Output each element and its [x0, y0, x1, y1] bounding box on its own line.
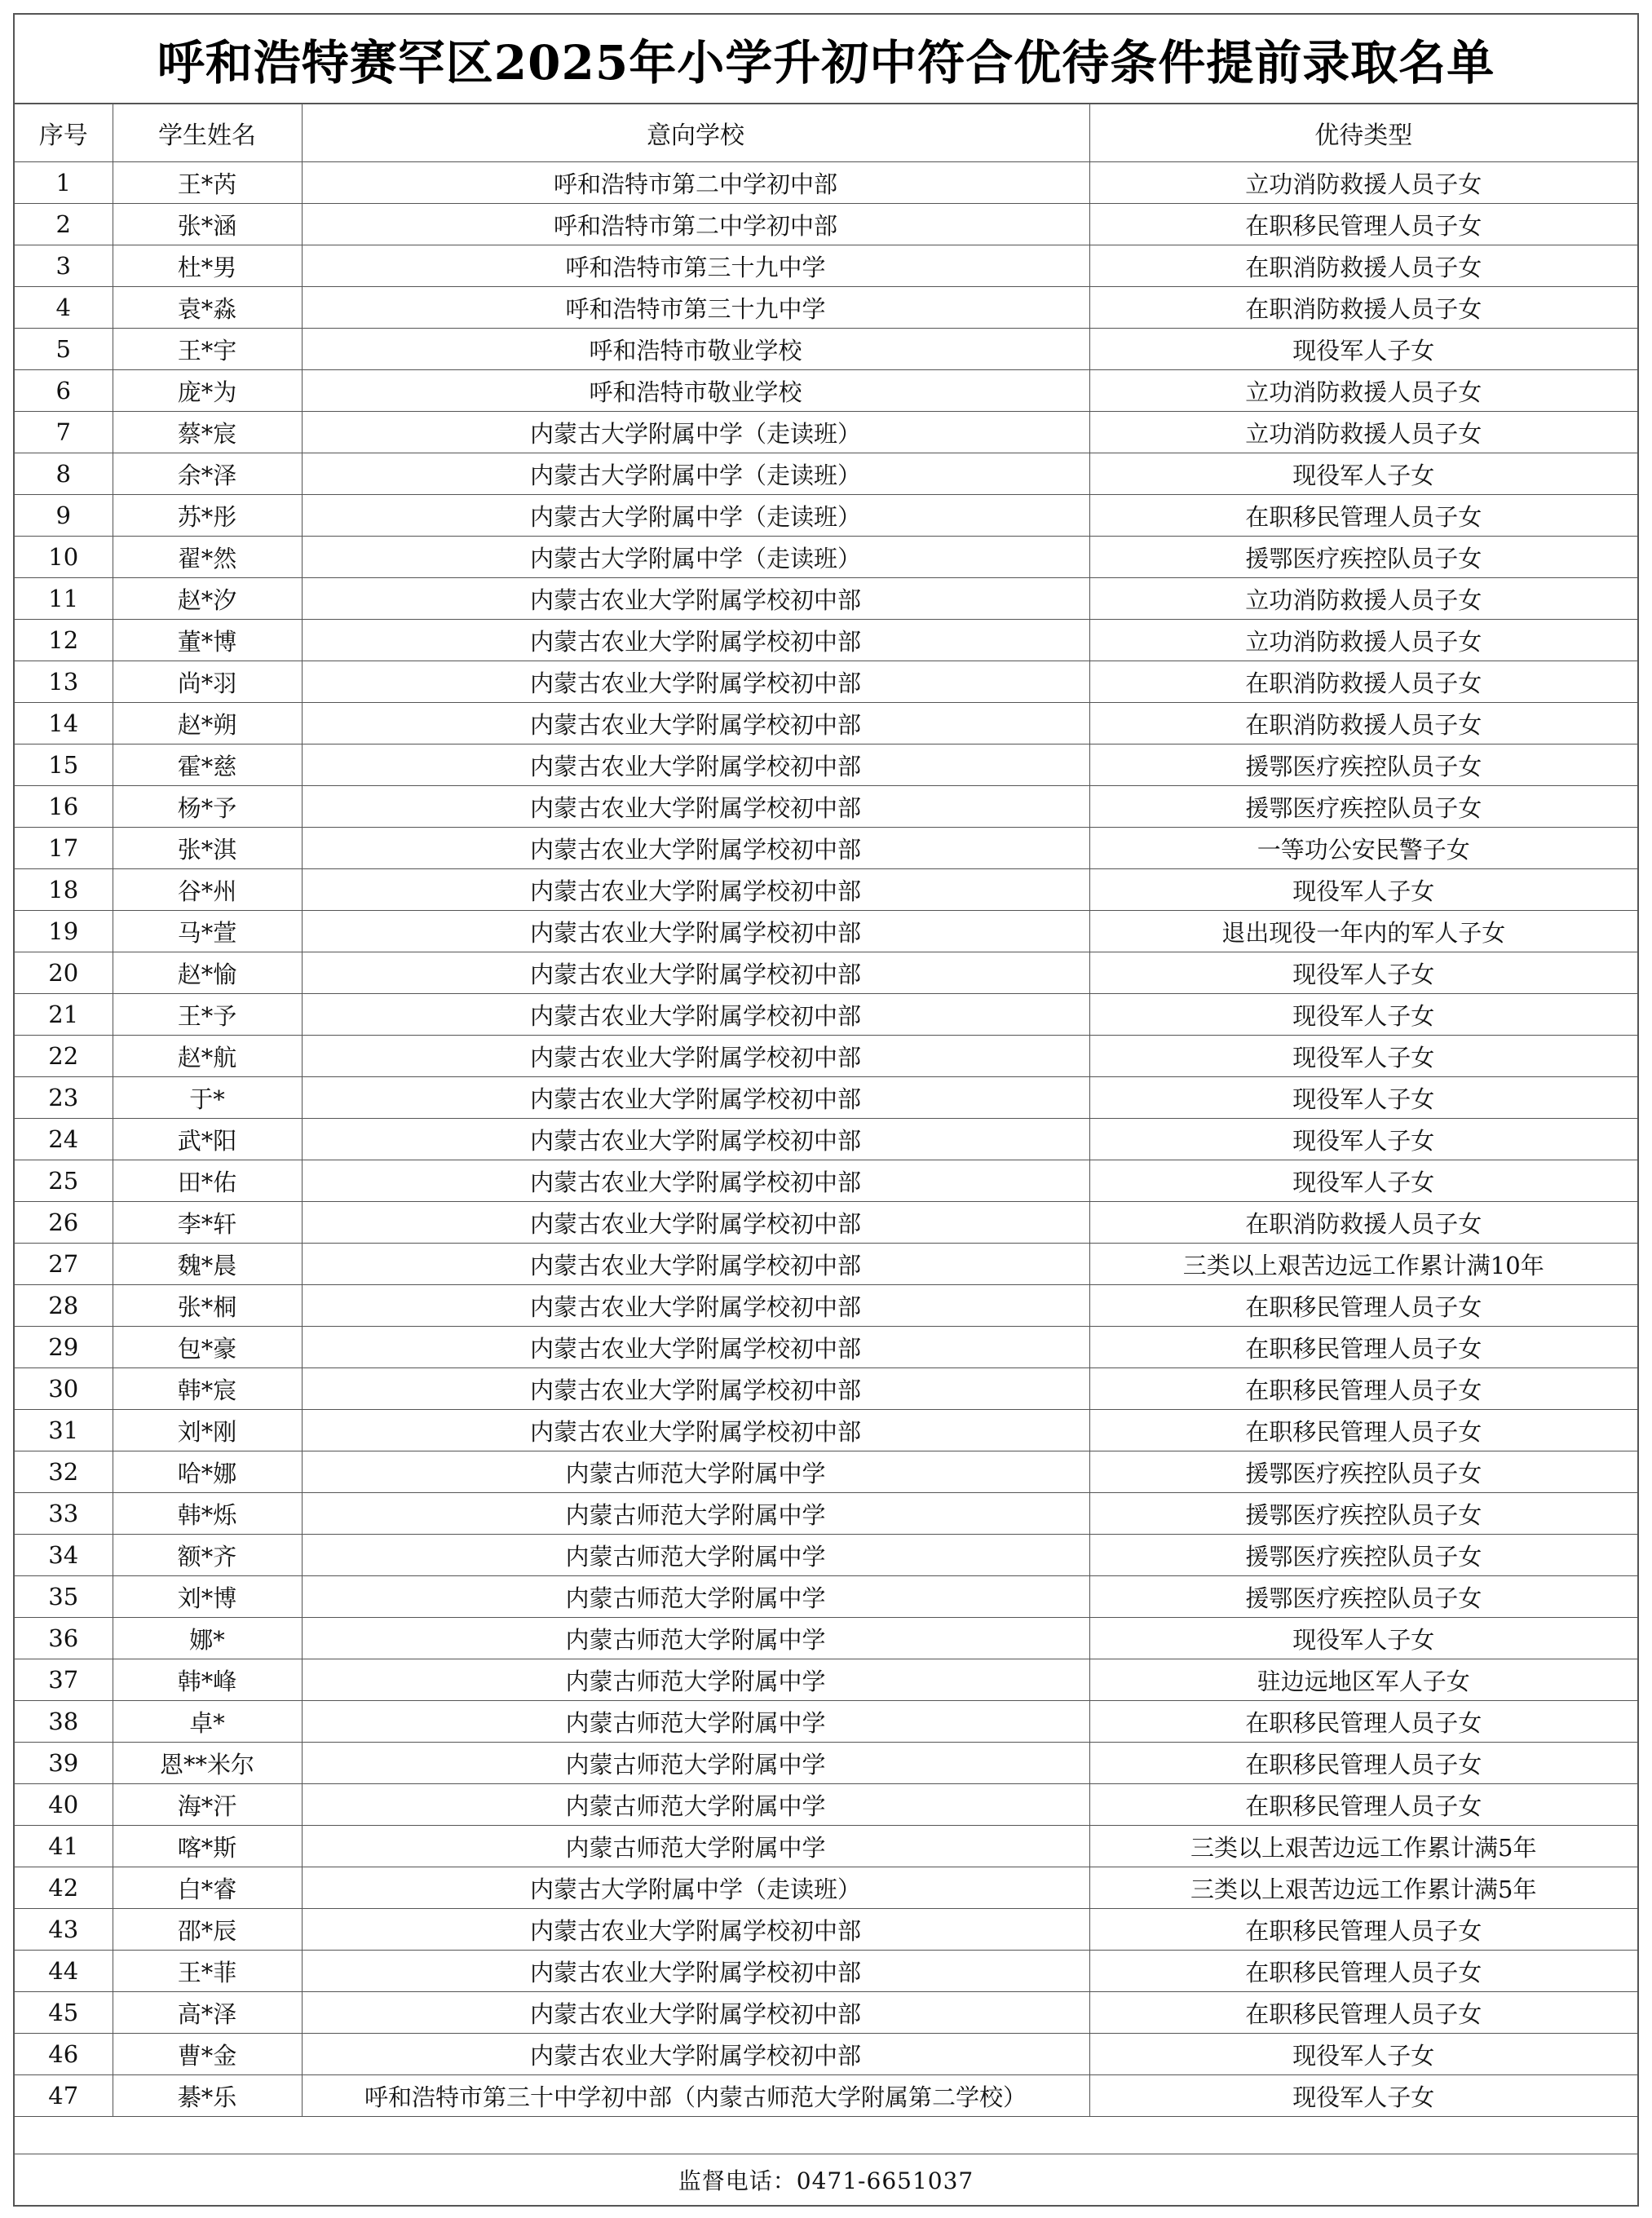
cell-preference-type: 现役军人子女	[1089, 994, 1637, 1036]
cell-intended-school: 呼和浩特市敬业学校	[302, 329, 1089, 370]
cell-preference-type: 援鄂医疗疾控队员子女	[1089, 1493, 1637, 1535]
cell-student-name: 张*淇	[113, 828, 302, 869]
table-row	[15, 453, 1637, 495]
table-row	[15, 537, 1637, 578]
cell-serial-number: 13	[15, 661, 113, 703]
cell-intended-school: 呼和浩特市第二中学初中部	[302, 204, 1089, 245]
cell-preference-type: 在职消防救援人员子女	[1089, 661, 1637, 703]
cell-preference-type: 三类以上艰苦边远工作累计满5年	[1089, 1826, 1637, 1867]
cell-student-name: 田*佑	[113, 1160, 302, 1202]
cell-intended-school: 内蒙古师范大学附属中学	[302, 1659, 1089, 1701]
cell-student-name: 张*涵	[113, 204, 302, 245]
cell-intended-school: 内蒙古师范大学附属中学	[302, 1826, 1089, 1867]
cell-student-name: 王*宇	[113, 329, 302, 370]
cell-intended-school: 内蒙古农业大学附属学校初中部	[302, 1992, 1089, 2034]
table-row	[15, 329, 1637, 370]
header-serial-number: 序号	[15, 104, 113, 162]
cell-student-name: 苏*彤	[113, 495, 302, 537]
cell-serial-number: 11	[15, 578, 113, 620]
cell-preference-type: 在职移民管理人员子女	[1089, 1327, 1637, 1368]
cell-preference-type: 现役军人子女	[1089, 1036, 1637, 1077]
cell-intended-school: 内蒙古师范大学附属中学	[302, 1451, 1089, 1493]
cell-serial-number: 37	[15, 1659, 113, 1701]
cell-serial-number: 22	[15, 1036, 113, 1077]
cell-student-name: 綦*乐	[113, 2075, 302, 2117]
cell-intended-school: 呼和浩特市第三十中学初中部（内蒙古师范大学附属第二学校）	[302, 2075, 1089, 2117]
table-row	[15, 2075, 1637, 2117]
cell-intended-school: 内蒙古大学附属中学（走读班）	[302, 537, 1089, 578]
table-row	[15, 661, 1637, 703]
table-body	[15, 162, 1637, 2117]
cell-intended-school: 内蒙古农业大学附属学校初中部	[302, 1951, 1089, 1992]
cell-intended-school: 内蒙古师范大学附属中学	[302, 1784, 1089, 1826]
cell-student-name: 哈*娜	[113, 1451, 302, 1493]
header-preference-type: 优待类型	[1089, 104, 1637, 162]
cell-preference-type: 现役军人子女	[1089, 1077, 1637, 1119]
cell-serial-number: 29	[15, 1327, 113, 1368]
table-row	[15, 1451, 1637, 1493]
table-row	[15, 869, 1637, 911]
cell-student-name: 李*轩	[113, 1202, 302, 1244]
table-row	[15, 620, 1637, 661]
cell-serial-number: 6	[15, 370, 113, 412]
cell-student-name: 翟*然	[113, 537, 302, 578]
table-row	[15, 287, 1637, 329]
cell-serial-number: 31	[15, 1410, 113, 1451]
cell-intended-school: 内蒙古农业大学附属学校初中部	[302, 952, 1089, 994]
cell-preference-type: 现役军人子女	[1089, 869, 1637, 911]
cell-intended-school: 内蒙古农业大学附属学校初中部	[302, 1909, 1089, 1951]
cell-preference-type: 现役军人子女	[1089, 453, 1637, 495]
cell-serial-number: 45	[15, 1992, 113, 2034]
cell-intended-school: 内蒙古农业大学附属学校初中部	[302, 1410, 1089, 1451]
table-row	[15, 1077, 1637, 1119]
cell-student-name: 马*萱	[113, 911, 302, 952]
cell-intended-school: 内蒙古师范大学附属中学	[302, 1618, 1089, 1659]
cell-student-name: 邵*辰	[113, 1909, 302, 1951]
cell-preference-type: 立功消防救援人员子女	[1089, 578, 1637, 620]
table-row	[15, 952, 1637, 994]
table-row	[15, 1867, 1637, 1909]
cell-intended-school: 内蒙古农业大学附属学校初中部	[302, 1119, 1089, 1160]
cell-serial-number: 21	[15, 994, 113, 1036]
cell-preference-type: 驻边远地区军人子女	[1089, 1659, 1637, 1701]
table-row	[15, 994, 1637, 1036]
cell-student-name: 王*芮	[113, 162, 302, 204]
cell-serial-number: 1	[15, 162, 113, 204]
table-row	[15, 1119, 1637, 1160]
cell-student-name: 卓*	[113, 1701, 302, 1743]
cell-student-name: 娜*	[113, 1618, 302, 1659]
table-row	[15, 1535, 1637, 1576]
cell-serial-number: 38	[15, 1701, 113, 1743]
cell-preference-type: 在职移民管理人员子女	[1089, 1368, 1637, 1410]
table-row	[15, 578, 1637, 620]
cell-preference-type: 三类以上艰苦边远工作累计满5年	[1089, 1867, 1637, 1909]
cell-student-name: 额*齐	[113, 1535, 302, 1576]
cell-student-name: 包*豪	[113, 1327, 302, 1368]
cell-preference-type: 援鄂医疗疾控队员子女	[1089, 537, 1637, 578]
table-row	[15, 370, 1637, 412]
cell-serial-number: 19	[15, 911, 113, 952]
cell-intended-school: 内蒙古大学附属中学（走读班）	[302, 1867, 1089, 1909]
cell-preference-type: 在职移民管理人员子女	[1089, 1285, 1637, 1327]
cell-intended-school: 内蒙古农业大学附属学校初中部	[302, 578, 1089, 620]
cell-serial-number: 47	[15, 2075, 113, 2117]
cell-serial-number: 44	[15, 1951, 113, 1992]
document-sheet	[13, 13, 1639, 2207]
cell-serial-number: 40	[15, 1784, 113, 1826]
cell-intended-school: 内蒙古农业大学附属学校初中部	[302, 869, 1089, 911]
cell-student-name: 赵*汐	[113, 578, 302, 620]
cell-student-name: 海*汗	[113, 1784, 302, 1826]
cell-serial-number: 25	[15, 1160, 113, 1202]
table-row	[15, 1576, 1637, 1618]
cell-intended-school: 呼和浩特市敬业学校	[302, 370, 1089, 412]
table-row	[15, 1701, 1637, 1743]
cell-intended-school: 内蒙古农业大学附属学校初中部	[302, 1036, 1089, 1077]
admission-table	[15, 103, 1637, 2117]
cell-intended-school: 内蒙古农业大学附属学校初中部	[302, 1368, 1089, 1410]
cell-serial-number: 24	[15, 1119, 113, 1160]
cell-intended-school: 内蒙古农业大学附属学校初中部	[302, 1202, 1089, 1244]
cell-intended-school: 内蒙古师范大学附属中学	[302, 1535, 1089, 1576]
table-row	[15, 911, 1637, 952]
table-row	[15, 1327, 1637, 1368]
cell-serial-number: 17	[15, 828, 113, 869]
table-row	[15, 1618, 1637, 1659]
table-row	[15, 1160, 1637, 1202]
cell-student-name: 余*泽	[113, 453, 302, 495]
cell-serial-number: 20	[15, 952, 113, 994]
cell-preference-type: 在职消防救援人员子女	[1089, 703, 1637, 744]
cell-serial-number: 4	[15, 287, 113, 329]
table-row	[15, 1368, 1637, 1410]
table-row	[15, 1659, 1637, 1701]
cell-preference-type: 援鄂医疗疾控队员子女	[1089, 1535, 1637, 1576]
cell-student-name: 杨*予	[113, 786, 302, 828]
cell-serial-number: 15	[15, 744, 113, 786]
cell-preference-type: 在职移民管理人员子女	[1089, 1909, 1637, 1951]
cell-serial-number: 41	[15, 1826, 113, 1867]
cell-preference-type: 现役军人子女	[1089, 1618, 1637, 1659]
table-row	[15, 1743, 1637, 1784]
cell-serial-number: 28	[15, 1285, 113, 1327]
cell-student-name: 刘*博	[113, 1576, 302, 1618]
cell-serial-number: 3	[15, 245, 113, 287]
cell-intended-school: 内蒙古师范大学附属中学	[302, 1493, 1089, 1535]
cell-preference-type: 现役军人子女	[1089, 952, 1637, 994]
cell-preference-type: 在职消防救援人员子女	[1089, 1202, 1637, 1244]
cell-serial-number: 42	[15, 1867, 113, 1909]
cell-intended-school: 内蒙古大学附属中学（走读班）	[302, 495, 1089, 537]
cell-student-name: 曹*金	[113, 2034, 302, 2075]
cell-intended-school: 内蒙古农业大学附属学校初中部	[302, 1160, 1089, 1202]
cell-student-name: 王*予	[113, 994, 302, 1036]
cell-student-name: 王*菲	[113, 1951, 302, 1992]
cell-serial-number: 14	[15, 703, 113, 744]
cell-intended-school: 内蒙古农业大学附属学校初中部	[302, 1244, 1089, 1285]
cell-student-name: 恩**米尔	[113, 1743, 302, 1784]
cell-intended-school: 内蒙古农业大学附属学校初中部	[302, 744, 1089, 786]
cell-serial-number: 27	[15, 1244, 113, 1285]
cell-serial-number: 8	[15, 453, 113, 495]
cell-preference-type: 在职移民管理人员子女	[1089, 1701, 1637, 1743]
cell-serial-number: 16	[15, 786, 113, 828]
cell-student-name: 霍*慈	[113, 744, 302, 786]
cell-preference-type: 一等功公安民警子女	[1089, 828, 1637, 869]
table-row	[15, 786, 1637, 828]
cell-intended-school: 内蒙古农业大学附属学校初中部	[302, 1327, 1089, 1368]
cell-preference-type: 立功消防救援人员子女	[1089, 162, 1637, 204]
cell-intended-school: 内蒙古师范大学附属中学	[302, 1743, 1089, 1784]
supervision-hotline: 监督电话：0471-6651037	[15, 2154, 1637, 2205]
cell-preference-type: 现役军人子女	[1089, 2075, 1637, 2117]
table-row	[15, 1493, 1637, 1535]
table-row	[15, 1992, 1637, 2034]
cell-intended-school: 内蒙古师范大学附属中学	[302, 1576, 1089, 1618]
cell-student-name: 喀*斯	[113, 1826, 302, 1867]
cell-student-name: 白*睿	[113, 1867, 302, 1909]
cell-preference-type: 在职移民管理人员子女	[1089, 1992, 1637, 2034]
cell-student-name: 谷*州	[113, 869, 302, 911]
cell-student-name: 韩*宸	[113, 1368, 302, 1410]
cell-serial-number: 33	[15, 1493, 113, 1535]
cell-serial-number: 30	[15, 1368, 113, 1410]
cell-preference-type: 在职移民管理人员子女	[1089, 1410, 1637, 1451]
table-row	[15, 1202, 1637, 1244]
cell-student-name: 杜*男	[113, 245, 302, 287]
table-row	[15, 1410, 1637, 1451]
cell-student-name: 赵*愉	[113, 952, 302, 994]
table-row	[15, 1826, 1637, 1867]
cell-serial-number: 34	[15, 1535, 113, 1576]
table-row	[15, 1784, 1637, 1826]
cell-preference-type: 立功消防救援人员子女	[1089, 370, 1637, 412]
cell-student-name: 韩*烁	[113, 1493, 302, 1535]
cell-serial-number: 36	[15, 1618, 113, 1659]
document-title: 呼和浩特赛罕区2025年小学升初中符合优待条件提前录取名单	[157, 35, 1495, 91]
table-row	[15, 1036, 1637, 1077]
cell-student-name: 韩*峰	[113, 1659, 302, 1701]
cell-student-name: 于*	[113, 1077, 302, 1119]
cell-student-name: 庞*为	[113, 370, 302, 412]
cell-serial-number: 12	[15, 620, 113, 661]
cell-serial-number: 43	[15, 1909, 113, 1951]
cell-serial-number: 9	[15, 495, 113, 537]
cell-serial-number: 32	[15, 1451, 113, 1493]
cell-preference-type: 现役军人子女	[1089, 1119, 1637, 1160]
table-row	[15, 204, 1637, 245]
cell-student-name: 魏*晨	[113, 1244, 302, 1285]
cell-intended-school: 呼和浩特市第三十九中学	[302, 287, 1089, 329]
cell-preference-type: 立功消防救援人员子女	[1089, 412, 1637, 453]
cell-student-name: 蔡*宸	[113, 412, 302, 453]
cell-intended-school: 内蒙古农业大学附属学校初中部	[302, 661, 1089, 703]
table-row	[15, 703, 1637, 744]
table-row	[15, 1244, 1637, 1285]
cell-student-name: 赵*航	[113, 1036, 302, 1077]
table-row	[15, 245, 1637, 287]
cell-student-name: 尚*羽	[113, 661, 302, 703]
table-row	[15, 495, 1637, 537]
cell-serial-number: 46	[15, 2034, 113, 2075]
cell-serial-number: 5	[15, 329, 113, 370]
cell-preference-type: 在职移民管理人员子女	[1089, 204, 1637, 245]
cell-intended-school: 内蒙古师范大学附属中学	[302, 1701, 1089, 1743]
cell-preference-type: 援鄂医疗疾控队员子女	[1089, 1576, 1637, 1618]
table-header-row	[15, 104, 1637, 162]
cell-preference-type: 三类以上艰苦边远工作累计满10年	[1089, 1244, 1637, 1285]
cell-intended-school: 内蒙古农业大学附属学校初中部	[302, 1285, 1089, 1327]
cell-intended-school: 内蒙古农业大学附属学校初中部	[302, 786, 1089, 828]
header-intended-school: 意向学校	[302, 104, 1089, 162]
cell-student-name: 董*博	[113, 620, 302, 661]
cell-preference-type: 在职移民管理人员子女	[1089, 1951, 1637, 1992]
cell-preference-type: 立功消防救援人员子女	[1089, 620, 1637, 661]
cell-preference-type: 在职移民管理人员子女	[1089, 1784, 1637, 1826]
cell-serial-number: 35	[15, 1576, 113, 1618]
cell-preference-type: 退出现役一年内的军人子女	[1089, 911, 1637, 952]
table-row	[15, 744, 1637, 786]
cell-preference-type: 现役军人子女	[1089, 1160, 1637, 1202]
cell-intended-school: 内蒙古农业大学附属学校初中部	[302, 703, 1089, 744]
cell-intended-school: 呼和浩特市第三十九中学	[302, 245, 1089, 287]
cell-preference-type: 在职消防救援人员子女	[1089, 287, 1637, 329]
table-row	[15, 412, 1637, 453]
cell-student-name: 张*桐	[113, 1285, 302, 1327]
cell-preference-type: 现役军人子女	[1089, 329, 1637, 370]
cell-intended-school: 内蒙古大学附属中学（走读班）	[302, 412, 1089, 453]
cell-intended-school: 内蒙古农业大学附属学校初中部	[302, 620, 1089, 661]
table-row	[15, 1285, 1637, 1327]
cell-intended-school: 呼和浩特市第二中学初中部	[302, 162, 1089, 204]
cell-serial-number: 7	[15, 412, 113, 453]
cell-intended-school: 内蒙古大学附属中学（走读班）	[302, 453, 1089, 495]
cell-preference-type: 现役军人子女	[1089, 2034, 1637, 2075]
table-row	[15, 2034, 1637, 2075]
cell-serial-number: 23	[15, 1077, 113, 1119]
cell-intended-school: 内蒙古农业大学附属学校初中部	[302, 911, 1089, 952]
cell-serial-number: 2	[15, 204, 113, 245]
table-row	[15, 162, 1637, 204]
cell-intended-school: 内蒙古农业大学附属学校初中部	[302, 994, 1089, 1036]
cell-serial-number: 39	[15, 1743, 113, 1784]
cell-student-name: 高*泽	[113, 1992, 302, 2034]
cell-student-name: 武*阳	[113, 1119, 302, 1160]
cell-preference-type: 援鄂医疗疾控队员子女	[1089, 1451, 1637, 1493]
cell-intended-school: 内蒙古农业大学附属学校初中部	[302, 828, 1089, 869]
cell-student-name: 刘*刚	[113, 1410, 302, 1451]
cell-preference-type: 援鄂医疗疾控队员子女	[1089, 744, 1637, 786]
cell-intended-school: 内蒙古农业大学附属学校初中部	[302, 2034, 1089, 2075]
cell-preference-type: 在职移民管理人员子女	[1089, 495, 1637, 537]
header-student-name: 学生姓名	[113, 104, 302, 162]
table-row	[15, 1909, 1637, 1951]
cell-preference-type: 在职消防救援人员子女	[1089, 245, 1637, 287]
table-row	[15, 828, 1637, 869]
table-row	[15, 1951, 1637, 1992]
cell-preference-type: 在职移民管理人员子女	[1089, 1743, 1637, 1784]
cell-serial-number: 18	[15, 869, 113, 911]
cell-preference-type: 援鄂医疗疾控队员子女	[1089, 786, 1637, 828]
cell-student-name: 袁*淼	[113, 287, 302, 329]
cell-intended-school: 内蒙古农业大学附属学校初中部	[302, 1077, 1089, 1119]
cell-student-name: 赵*朔	[113, 703, 302, 744]
cell-serial-number: 26	[15, 1202, 113, 1244]
cell-serial-number: 10	[15, 537, 113, 578]
